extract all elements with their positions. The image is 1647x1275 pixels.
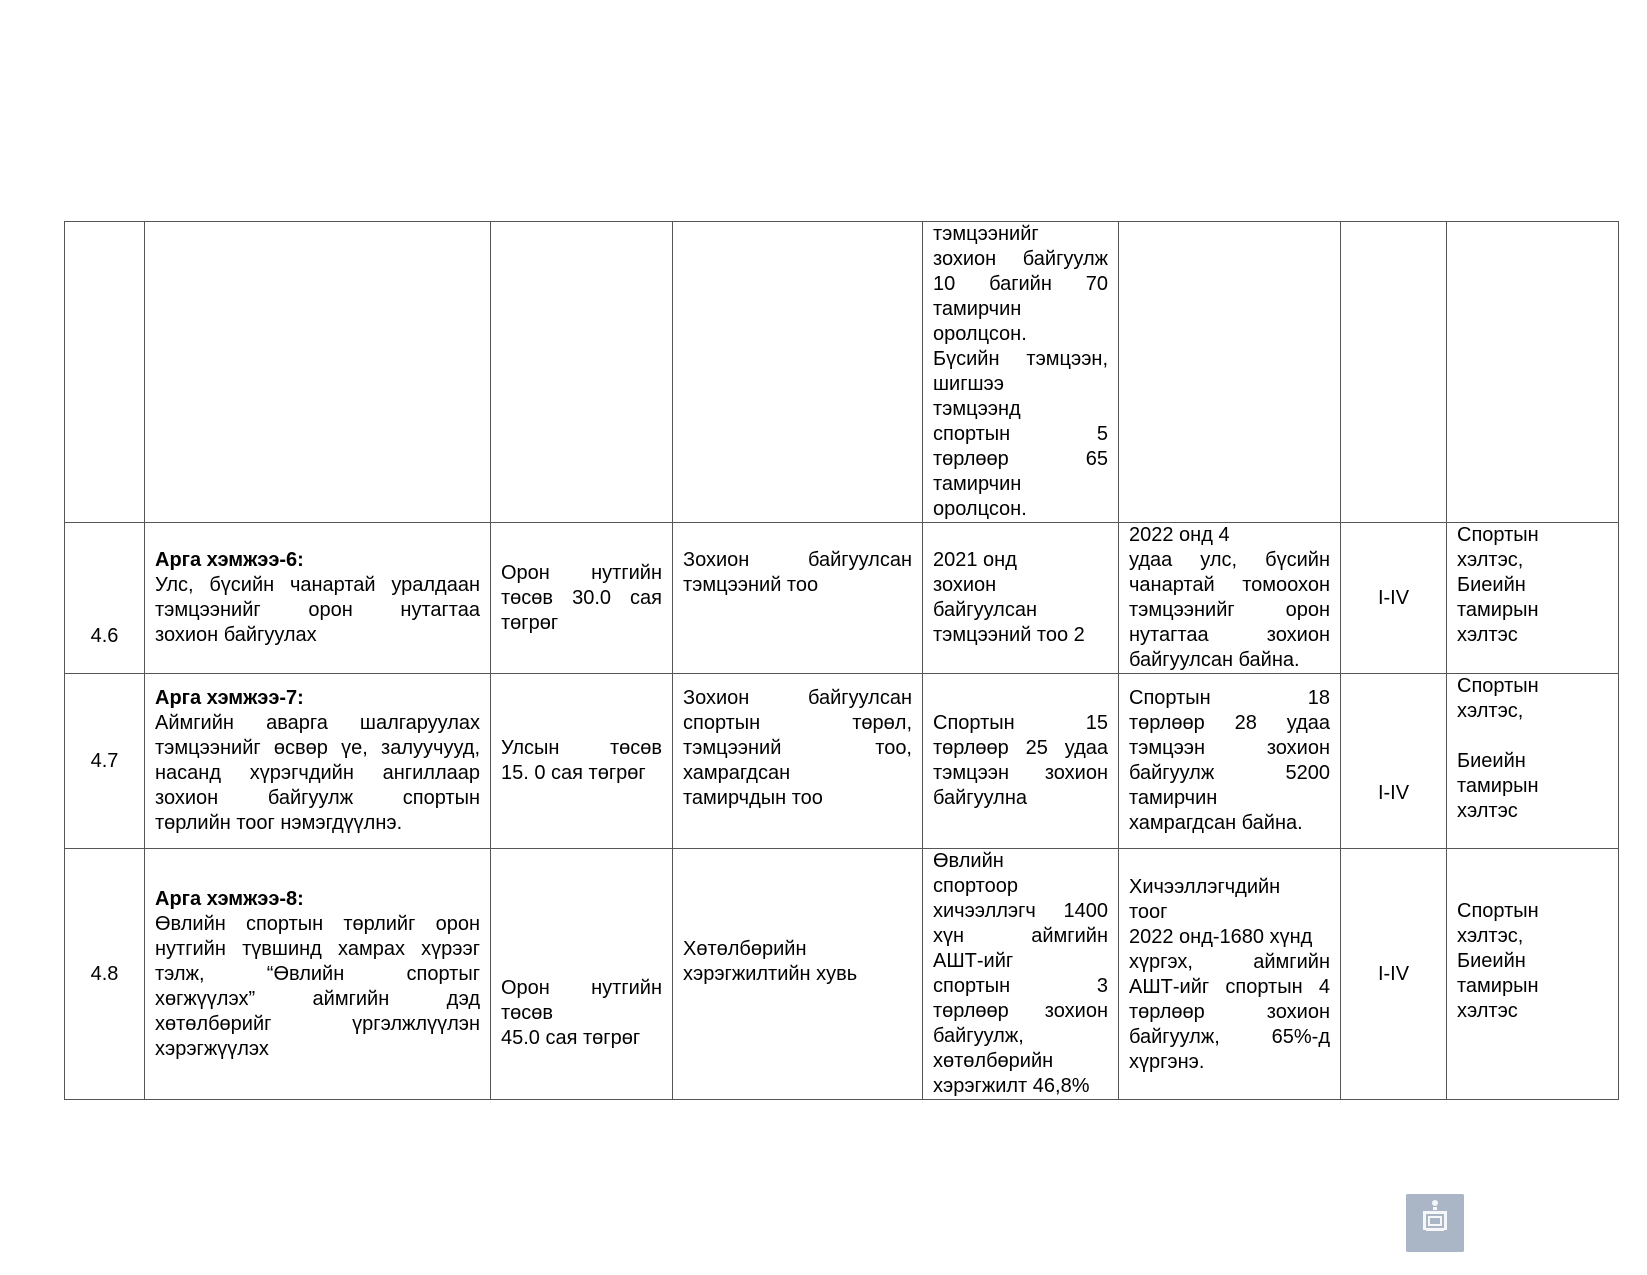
cell-indicator: Зохион байгуулсан тэмцээний тоо bbox=[673, 523, 923, 674]
table-row bbox=[65, 523, 1619, 674]
cell-measure: Арга хэмжээ-8: Өвлийн спортын төрлийг орон нутгийн түвшинд хамрах хүрээг тэлж, “Өвлийн спортыг хөгжүүлэх” аймгийн дэд хөтөлбөрийг үргэлжлүүлэн хэрэгжүүлэх bbox=[145, 849, 491, 1100]
cell-num: 4.6 bbox=[65, 523, 145, 674]
cell-period: I-IV bbox=[1341, 674, 1447, 849]
cell-num bbox=[65, 222, 145, 523]
blank-line bbox=[1457, 724, 1608, 749]
table-row-continued bbox=[65, 222, 1619, 523]
cell-baseline: 2021 онд зохион байгуулсан тэмцээний тоо 2 bbox=[923, 523, 1119, 674]
cell-target bbox=[1119, 222, 1341, 523]
cell-budget: Улсын төсөв 15. 0 сая төгрөг bbox=[491, 674, 673, 849]
cell-period: I-IV bbox=[1341, 849, 1447, 1100]
cell-num: 4.7 bbox=[65, 674, 145, 849]
cell-indicator bbox=[673, 222, 923, 523]
cell-period bbox=[1341, 222, 1447, 523]
cell-measure bbox=[145, 222, 491, 523]
cell-baseline: тэмцээнийг зохион байгуулж 10 багийн 70 тамирчин оролцсон. Бүсийн тэмцээн, шигшээ тэмцээнд спортын 5 төрлөөр 65 тамирчин оролцсон. bbox=[923, 222, 1119, 523]
cell-budget: Орон нутгийн төсөв 30.0 сая төгрөг bbox=[491, 523, 673, 674]
plan-table bbox=[64, 221, 1619, 1100]
cell-num: 4.8 bbox=[65, 849, 145, 1100]
cell-measure: Арга хэмжээ-7: Аймгийн аварга шалгаруулах тэмцээнийг өсвөр үе, залуучууд, насанд хүрэгчдийн ангиллаар зохион байгуулж спортын төрлийн тоог нэмэгдүүлнэ. bbox=[145, 674, 491, 849]
cell-target: 2022 онд 4 удаа улс, бүсийн чанартай томоохон тэмцээнийг орон нутагтаа зохион байгуулсан байна. bbox=[1119, 523, 1341, 674]
cell-target: Спортын 18 төрлөөр 28 удаа тэмцээн зохион байгуулж 5200 тамирчин хамрагдсан байна. bbox=[1119, 674, 1341, 849]
cell-indicator: Хөтөлбөрийн хэрэгжилтийн хувь bbox=[673, 849, 923, 1100]
cell-target: Хичээллэгчдийн тоог 2022 онд-1680 хүнд хүргэх, аймгийн АШТ-ийг спортын 4 төрлөөр зохион байгуулж, 65%-д хүргэнэ. bbox=[1119, 849, 1341, 1100]
table-row bbox=[65, 849, 1619, 1100]
cell-responsible: Спортын хэлтэс, Биеийн тамирын хэлтэс bbox=[1447, 523, 1619, 674]
cell-period: I-IV bbox=[1341, 523, 1447, 674]
cell-responsible: Спортын хэлтэс, Биеийн тамирын хэлтэс bbox=[1447, 849, 1619, 1100]
cell-baseline: Спортын 15 төрлөөр 25 удаа тэмцээн зохион байгуулна bbox=[923, 674, 1119, 849]
cell-responsible: Спортын хэлтэс, Биеийн тамирын хэлтэс bbox=[1447, 674, 1619, 849]
table-row bbox=[65, 674, 1619, 849]
cell-baseline: Өвлийн спортоор хичээллэгч 1400 хүн аймгийн АШТ-ийг спортын 3 төрлөөр зохион байгуулж, хөтөлбөрийн хэрэгжилт 46,8% bbox=[923, 849, 1119, 1100]
cell-measure: Арга хэмжээ-6: Улс, бүсийн чанартай уралдаан тэмцээнийг орон нутагтаа зохион байгуулах bbox=[145, 523, 491, 674]
cell-responsible bbox=[1447, 222, 1619, 523]
cell-indicator: Зохион байгуулсан спортын төрөл, тэмцээний тоо, хамрагдсан тамирчдын тоо bbox=[673, 674, 923, 849]
mongolia-government-emblem-icon bbox=[1406, 1194, 1464, 1252]
cell-budget: Орон нутгийн төсөв 45.0 сая төгрөг bbox=[491, 849, 673, 1100]
cell-budget bbox=[491, 222, 673, 523]
